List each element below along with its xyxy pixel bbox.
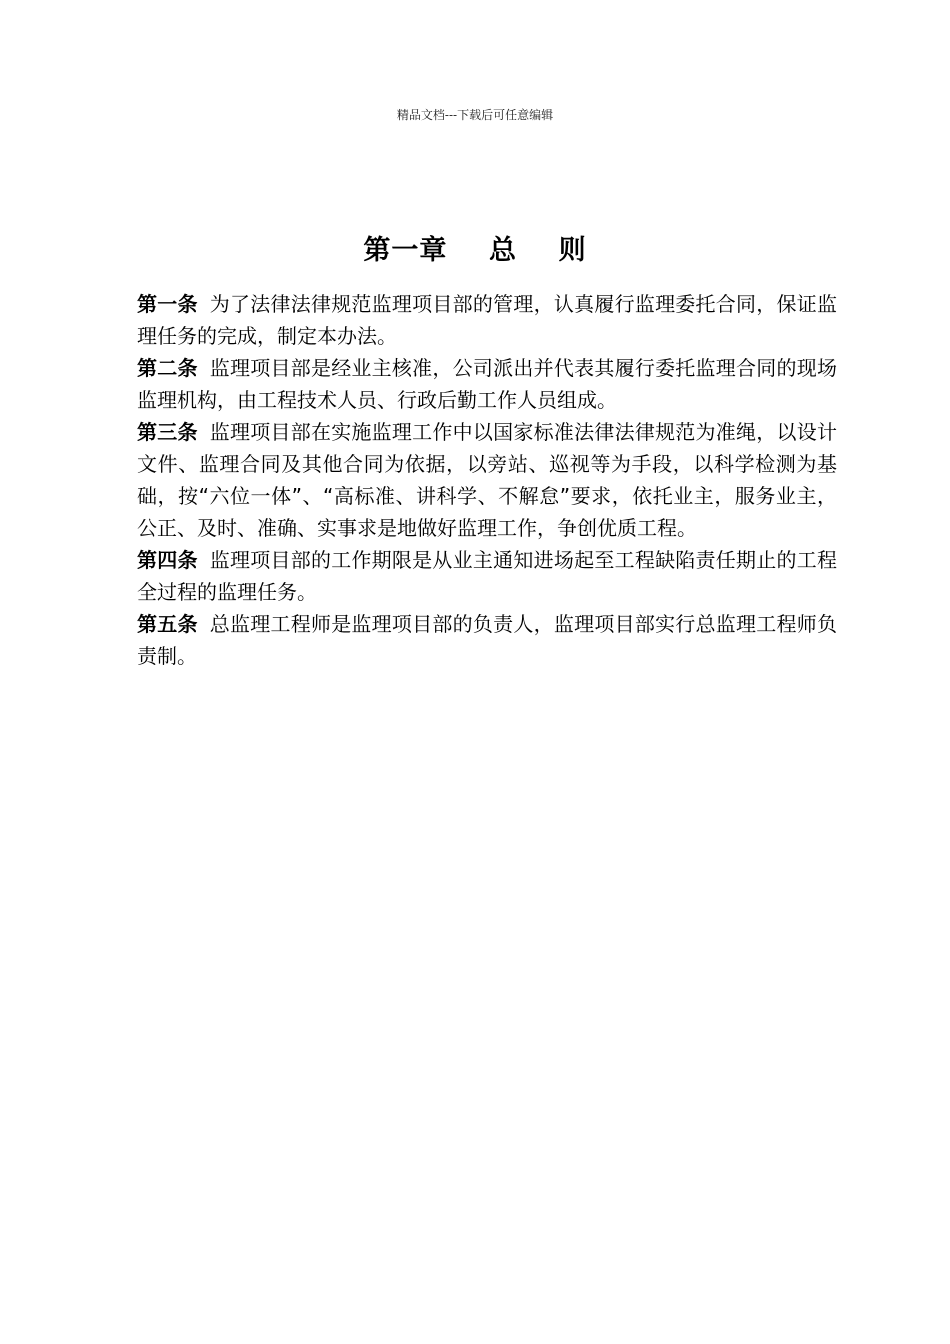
article-1 (137, 288, 837, 352)
article-text: 为了法律法律规范监理项目部的管理，认真履行监理委托合同，保证监理任务的完成，制定本办法。 (137, 292, 838, 348)
article-text: 监理项目部的工作期限是从业主通知进场起至工程缺陷责任期止的工程全过程的监理任务。 (137, 548, 838, 604)
chapter-title: 第一章 总 则 (363, 235, 587, 267)
header-note: 精品文档---下载后可任意编辑 (396, 108, 554, 122)
article-number: 第三条 (137, 420, 198, 444)
article-4 (137, 544, 837, 608)
article-text: 监理项目部是经业主核准，公司派出并代表其履行委托监理合同的现场监理机构，由工程技术人员、行政后勤工作人员组成。 (137, 356, 838, 412)
article-2 (137, 352, 837, 416)
article-text: 总监理工程师是监理项目部的负责人，监理项目部实行总监理工程师负责制。 (137, 612, 838, 668)
article-number: 第二条 (137, 356, 198, 380)
document-body (137, 288, 837, 672)
article-5 (137, 608, 837, 672)
article-3 (137, 416, 837, 544)
article-number: 第四条 (137, 548, 198, 572)
article-text: 监理项目部在实施监理工作中以国家标准法律法律规范为准绳，以设计文件、监理合同及其他合同为依据，以旁站、巡视等为手段，以科学检测为基础，按“六位一体”、“高标准、讲科学、不解怠”要求，依托业主，服务业主，公正、及时、准确、实事求是地做好监理工作，争创优质工程。 (137, 420, 838, 540)
article-number: 第一条 (137, 292, 198, 316)
article-number: 第五条 (137, 612, 198, 636)
